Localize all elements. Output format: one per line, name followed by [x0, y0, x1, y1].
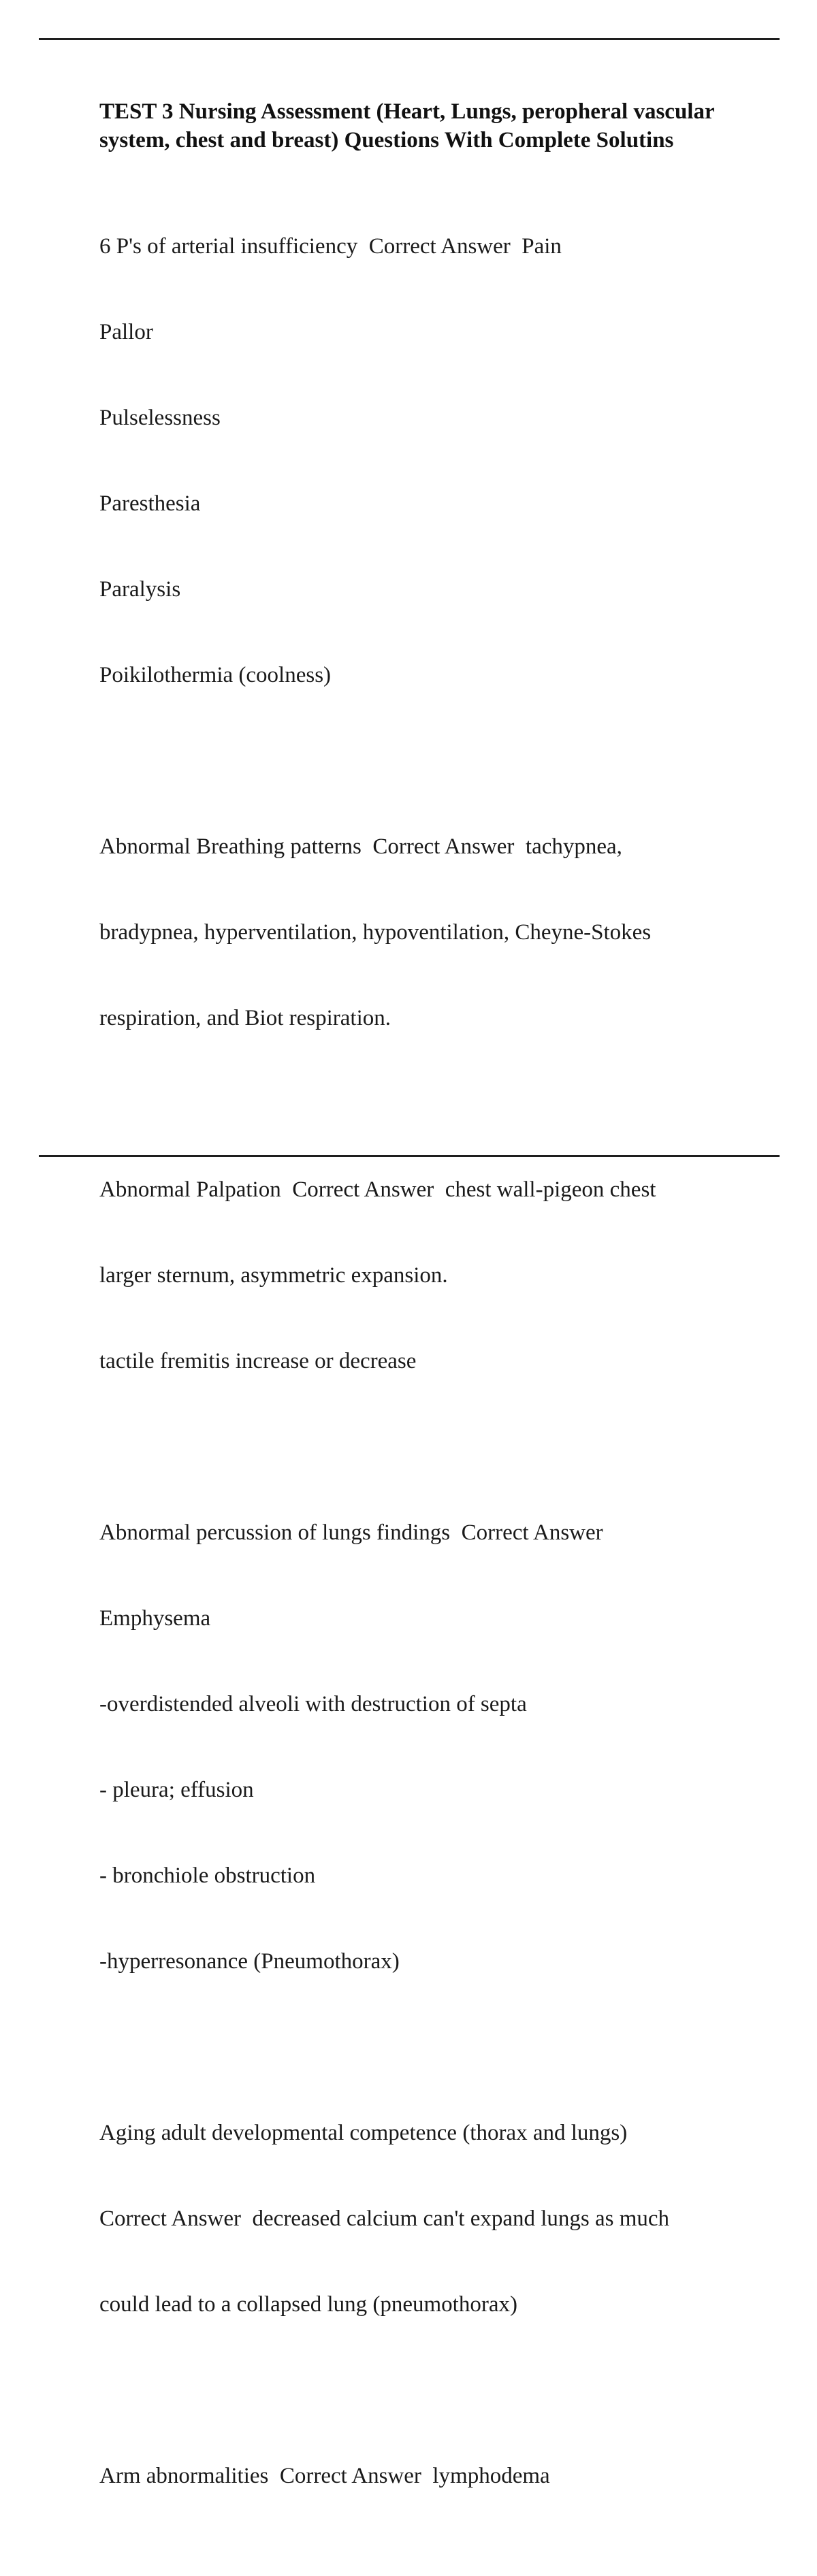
bottom-rule-divider [39, 1155, 780, 1157]
entry-line: 6 P's of arterial insufficiency Correct Answer Pain [99, 234, 562, 259]
entry-line: Paralysis [99, 577, 181, 602]
entry-line: could lead to a collapsed lung (pneumothorax) [99, 2292, 517, 2317]
entry-line: Pallor [99, 320, 153, 344]
entry-line: -overdistended alveoli with destruction of septa [99, 1692, 527, 1716]
qa-entry-arterial-insufficiency [99, 175, 746, 747]
entry-line: respiration, and Biot respiration. [99, 1006, 391, 1030]
entry-line: Pulselessness [99, 406, 221, 430]
qa-entry-abnormal-percussion [99, 1461, 746, 2033]
entry-line: larger sternum, asymmetric expansion. [99, 1263, 448, 1288]
entry-line: Abnormal percussion of lungs findings Correct Answer [99, 1520, 603, 1545]
entry-line: Poikilothermia (coolness) [99, 663, 332, 687]
entry-line: Arm abnormalities Correct Answer lymphodema [99, 2464, 550, 2488]
qa-entry-abnormal-breathing [99, 775, 746, 1090]
entry-line: - pleura; effusion [99, 1778, 254, 1802]
entry-line: bradypnea, hyperventilation, hypoventilation, Cheyne-Stokes [99, 920, 652, 945]
document-title: TEST 3 Nursing Assessment (Heart, Lungs, peropheral vascular system, chest and breast) Questions With Complete Solutins [99, 99, 715, 152]
qa-entry-arm-abnormalities [99, 2404, 746, 2547]
qa-entry-aging-adult [99, 2061, 746, 2376]
entry-line: - bronchiole obstruction [99, 1863, 316, 1888]
qa-entry-abnormal-palpation [99, 1118, 746, 1433]
entry-line: Abnormal Palpation Correct Answer chest wall-pigeon chest [99, 1177, 656, 1202]
entry-line: Emphysema [99, 1606, 211, 1631]
top-rule-divider [39, 38, 780, 40]
entry-line: Correct Answer decreased calcium can't expand lungs as much [99, 2206, 670, 2231]
document-body [99, 98, 746, 2576]
entry-line: -hyperresonance (Pneumothorax) [99, 1949, 400, 1974]
entry-line: Abnormal Breathing patterns Correct Answer tachypnea, [99, 834, 622, 859]
entry-line: tactile fremitis increase or decrease [99, 1349, 417, 1373]
entry-line: Aging adult developmental competence (thorax and lungs) [99, 2121, 628, 2145]
entry-line: Paresthesia [99, 491, 201, 516]
